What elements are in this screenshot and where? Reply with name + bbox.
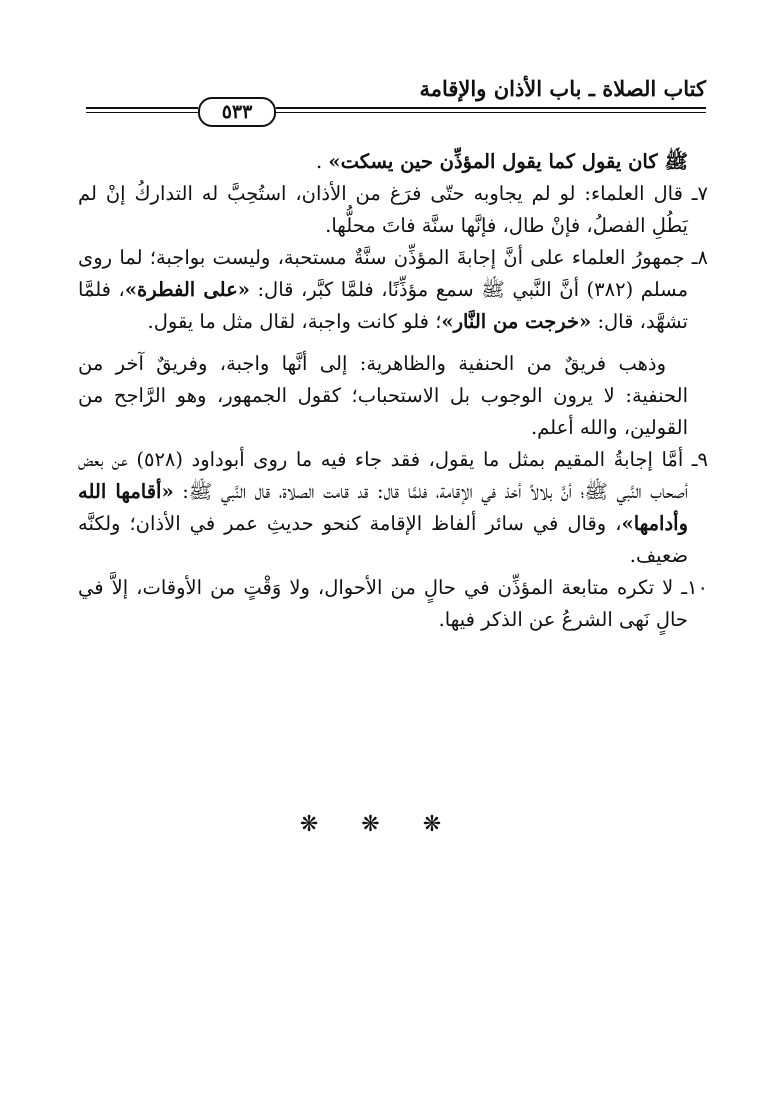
- chapter-title: كتاب الصلاة ـ باب الأذان والإقامة: [419, 76, 706, 101]
- running-header: [86, 76, 706, 126]
- hadith-quote: «أقامها الله وأدامها»: [78, 480, 688, 535]
- hadith-quote: «خرجت من النَّار»: [441, 310, 592, 333]
- hadith-quote: «على الفطرة»: [124, 278, 250, 301]
- hadith-quote: ﷺ كان يقول كما يقول المؤذِّن حين يسكت»: [328, 150, 688, 173]
- point-8-text-2: ، فلمَّا تشهَّد، قال:: [78, 278, 688, 333]
- point-9-text-1: ٩ـ أمَّا إجابةُ المقيم بمثل ما يقول، فقد جاء فيه ما روى أبوداود (٥٢٨) عن بعض أصحاب النَّبي ﷺ؛ أنَّ بلالاً أخذ في الإقامة، فلمَّا قال: قد قامت الصلاة، قال النَّبي ﷺ:: [78, 448, 708, 503]
- header-rule-top: [86, 107, 198, 109]
- point-8: [78, 242, 708, 338]
- header-rule-bottom: [86, 112, 198, 113]
- page-number: ٥٣٣: [198, 97, 276, 127]
- point-9: [78, 444, 708, 572]
- point-8-text-1: ٨ـ جمهورُ العلماء على أنَّ إجابةَ المؤذِّن سنَّةٌ مستحبة، وليست بواجبة؛ لما روى مسلم (٣٨٢) أنَّ النَّبي ﷺ سمع مؤذِّنًا، فلمَّا كبَّر، قال:: [78, 246, 708, 301]
- point-9-text-2: ، وقال في سائر ألفاظ الإقامة كنحو حديثِ عمر في الأذان؛ ولكنَّه ضعيف.: [78, 512, 688, 567]
- header-rule-top-right: [276, 107, 706, 109]
- main-text: [78, 146, 708, 636]
- point-10: ١٠ـ لا تكره متابعة المؤذِّن في حالٍ من الأحوال، ولا وَقْتٍ من الأوقات، إلاَّ في حالٍ نَهى الشرعُ عن الذكر فيها.: [78, 576, 708, 631]
- header-rule-bottom-right: [276, 112, 706, 113]
- point-8-text-3: ؛ فلو كانت واجبة، لقال مثل ما يقول.: [147, 310, 442, 333]
- madhhab-paragraph: وذهب فريقٌ من الحنفية والظاهرية: إلى أنَّها واجبة، وفريقٌ آخر من الحنفية: لا يرون الوجوب بل الاستحباب؛ كقول الجمهور، وهو الرَّاجح من القولين، والله أعلم.: [78, 352, 688, 439]
- opening-end: .: [315, 150, 329, 173]
- section-end-ornament: ❋ ❋ ❋: [299, 812, 460, 837]
- point-7: ٧ـ قال العلماء: لو لم يجاوبه حتّى فرَغ من الأذان، استُحِبَّ له التداركُ إنْ لم يَطُلِ الفصلُ، فإنْ طال، فإنَّها سنَّة فاتَ محلُّها.: [78, 182, 708, 237]
- opening-line: [78, 146, 708, 178]
